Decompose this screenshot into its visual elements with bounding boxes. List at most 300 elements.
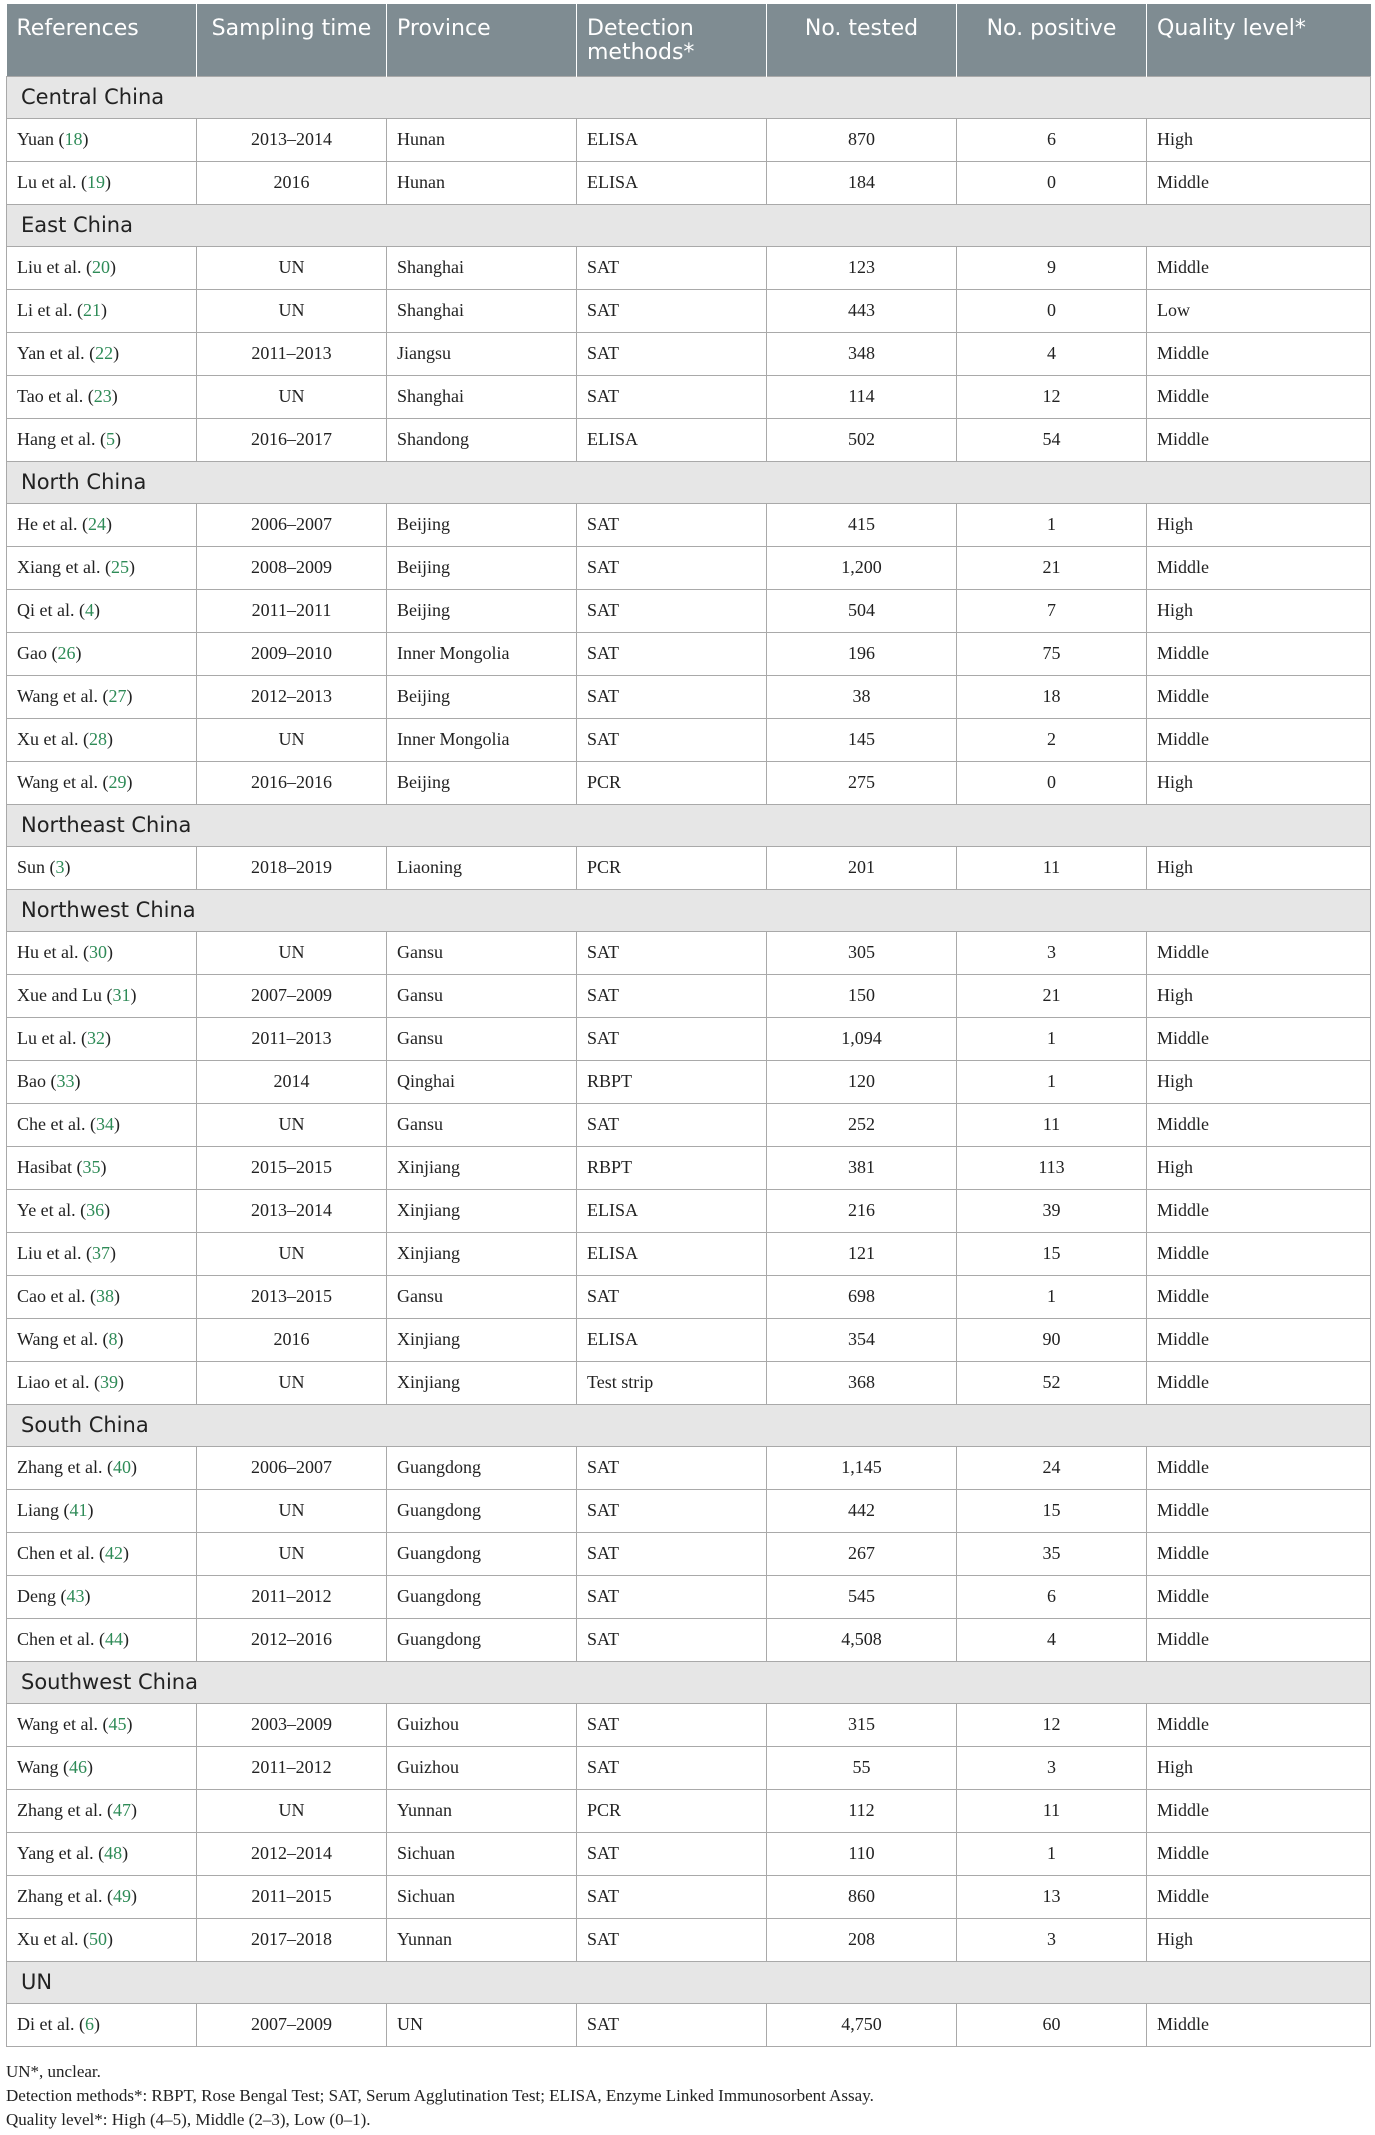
reference-cell: Cao et al. (38) — [7, 1275, 197, 1318]
header-no-tested: No. tested — [767, 4, 957, 76]
province-cell: Xinjiang — [387, 1189, 577, 1232]
detection-method-cell: SAT — [577, 246, 767, 289]
quality-level-cell: High — [1147, 589, 1371, 632]
table-row — [7, 1189, 1371, 1232]
no-positive-cell: 90 — [957, 1318, 1147, 1361]
detection-method-cell: ELISA — [577, 1318, 767, 1361]
reference-author: Liu et al. — [17, 1243, 82, 1263]
region-group-row — [7, 1661, 1371, 1703]
region-group-row — [7, 1961, 1371, 2003]
detection-method-cell: ELISA — [577, 1189, 767, 1232]
no-tested-cell: 55 — [767, 1746, 957, 1789]
citation-link[interactable]: 33 — [56, 1071, 75, 1091]
sampling-time-cell: 2013–2014 — [197, 118, 387, 161]
citation-link[interactable]: 32 — [86, 1028, 105, 1048]
no-positive-cell: 39 — [957, 1189, 1147, 1232]
header-references: References — [7, 4, 197, 76]
no-tested-cell: 1,200 — [767, 546, 957, 589]
no-tested-cell: 442 — [767, 1489, 957, 1532]
no-tested-cell: 4,508 — [767, 1618, 957, 1661]
no-tested-cell: 38 — [767, 675, 957, 718]
no-tested-cell: 275 — [767, 761, 957, 804]
citation-link[interactable]: 6 — [84, 2014, 94, 2034]
table-row — [7, 931, 1371, 974]
table-row — [7, 246, 1371, 289]
no-positive-cell: 15 — [957, 1232, 1147, 1275]
table-row — [7, 1532, 1371, 1575]
no-tested-cell: 860 — [767, 1875, 957, 1918]
detection-method-cell: SAT — [577, 1703, 767, 1746]
citation-link[interactable]: 25 — [110, 557, 129, 577]
province-cell: Yunnan — [387, 1789, 577, 1832]
province-cell: Gansu — [387, 1275, 577, 1318]
no-positive-cell: 13 — [957, 1875, 1147, 1918]
province-cell: Guangdong — [387, 1532, 577, 1575]
province-cell: Shanghai — [387, 375, 577, 418]
citation-link[interactable]: 37 — [91, 1243, 110, 1263]
sampling-time-cell: UN — [197, 1532, 387, 1575]
sampling-time-cell: 2016 — [197, 161, 387, 204]
reference-cell: Chen et al. (42) — [7, 1532, 197, 1575]
province-cell: Xinjiang — [387, 1318, 577, 1361]
reference-cell: Xue and Lu (31) — [7, 974, 197, 1017]
sampling-time-cell: 2016–2017 — [197, 418, 387, 461]
reference-author: Wang et al. — [17, 772, 99, 792]
no-tested-cell: 698 — [767, 1275, 957, 1318]
sampling-time-cell: 2006–2007 — [197, 1446, 387, 1489]
citation-link[interactable]: 44 — [104, 1629, 123, 1649]
province-cell: Guangdong — [387, 1446, 577, 1489]
reference-author: Wang — [17, 1757, 59, 1777]
quality-level-cell: Middle — [1147, 1832, 1371, 1875]
citation-link[interactable]: 46 — [69, 1757, 88, 1777]
detection-method-cell: Test strip — [577, 1361, 767, 1404]
province-cell: Jiangsu — [387, 332, 577, 375]
no-tested-cell: 145 — [767, 718, 957, 761]
table-row — [7, 1318, 1371, 1361]
no-positive-cell: 3 — [957, 1918, 1147, 1961]
detection-method-cell: PCR — [577, 846, 767, 889]
reference-cell: Xu et al. (50) — [7, 1918, 197, 1961]
reference-author: Liu et al. — [17, 257, 82, 277]
sampling-time-cell: UN — [197, 1789, 387, 1832]
reference-author: Xu et al. — [17, 729, 79, 749]
sampling-time-cell: UN — [197, 1361, 387, 1404]
detection-method-cell: SAT — [577, 375, 767, 418]
no-positive-cell: 1 — [957, 503, 1147, 546]
citation-link[interactable]: 39 — [99, 1372, 118, 1392]
quality-level-cell: Middle — [1147, 1446, 1371, 1489]
citation-link[interactable]: 38 — [95, 1286, 114, 1306]
quality-level-cell: Middle — [1147, 718, 1371, 761]
reference-author: Yang et al. — [17, 1843, 94, 1863]
no-tested-cell: 121 — [767, 1232, 957, 1275]
no-positive-cell: 4 — [957, 1618, 1147, 1661]
table-row — [7, 118, 1371, 161]
citation-link[interactable]: 5 — [105, 429, 115, 449]
quality-level-cell: Middle — [1147, 332, 1371, 375]
province-cell: Beijing — [387, 589, 577, 632]
region-group-row — [7, 889, 1371, 931]
quality-level-cell: Middle — [1147, 161, 1371, 204]
reference-author: Liao et al. — [17, 1372, 90, 1392]
quality-level-cell: High — [1147, 1060, 1371, 1103]
sampling-time-cell: 2013–2014 — [197, 1189, 387, 1232]
no-tested-cell: 201 — [767, 846, 957, 889]
quality-level-cell: Middle — [1147, 1875, 1371, 1918]
reference-cell: Zhang et al. (49) — [7, 1875, 197, 1918]
no-tested-cell: 545 — [767, 1575, 957, 1618]
detection-method-cell: SAT — [577, 1532, 767, 1575]
quality-level-cell: Middle — [1147, 1618, 1371, 1661]
table-row — [7, 1275, 1371, 1318]
detection-method-cell: SAT — [577, 675, 767, 718]
no-positive-cell: 15 — [957, 1489, 1147, 1532]
reference-cell: Lu et al. (32) — [7, 1017, 197, 1060]
reference-author: Hang et al. — [17, 429, 96, 449]
table-row — [7, 589, 1371, 632]
province-cell: Yunnan — [387, 1918, 577, 1961]
citation-link[interactable]: 30 — [88, 942, 107, 962]
reference-author: Lu et al. — [17, 1028, 77, 1048]
sampling-time-cell: 2015–2015 — [197, 1146, 387, 1189]
table-row — [7, 1618, 1371, 1661]
no-tested-cell: 415 — [767, 503, 957, 546]
quality-level-cell: Middle — [1147, 1575, 1371, 1618]
no-positive-cell: 9 — [957, 246, 1147, 289]
region-name: Northwest China — [7, 889, 1371, 931]
no-positive-cell: 11 — [957, 1789, 1147, 1832]
province-cell: Hunan — [387, 161, 577, 204]
region-group-row — [7, 461, 1371, 503]
reference-author: Di et al. — [17, 2014, 75, 2034]
reference-cell: Yuan (18) — [7, 118, 197, 161]
quality-level-cell: High — [1147, 503, 1371, 546]
no-positive-cell: 4 — [957, 332, 1147, 375]
sampling-time-cell: UN — [197, 375, 387, 418]
citation-link[interactable]: 24 — [87, 514, 106, 534]
quality-level-cell: High — [1147, 846, 1371, 889]
reference-cell: Wang (46) — [7, 1746, 197, 1789]
reference-author: Che et al. — [17, 1114, 86, 1134]
no-tested-cell: 443 — [767, 289, 957, 332]
citation-link[interactable]: 22 — [95, 343, 114, 363]
province-cell: Xinjiang — [387, 1146, 577, 1189]
table-row — [7, 1575, 1371, 1618]
reference-cell: Gao (26) — [7, 632, 197, 675]
no-tested-cell: 870 — [767, 118, 957, 161]
reference-cell: Hang et al. (5) — [7, 418, 197, 461]
detection-method-cell: SAT — [577, 1103, 767, 1146]
no-positive-cell: 24 — [957, 1446, 1147, 1489]
reference-cell: Zhang et al. (40) — [7, 1446, 197, 1489]
province-cell: Inner Mongolia — [387, 632, 577, 675]
table-row — [7, 161, 1371, 204]
sampling-time-cell: UN — [197, 246, 387, 289]
no-positive-cell: 3 — [957, 1746, 1147, 1789]
sampling-time-cell: 2009–2010 — [197, 632, 387, 675]
citation-link[interactable]: 3 — [55, 857, 65, 877]
no-positive-cell: 35 — [957, 1532, 1147, 1575]
table-row — [7, 1918, 1371, 1961]
detection-method-cell: SAT — [577, 974, 767, 1017]
province-cell: Guangdong — [387, 1489, 577, 1532]
no-positive-cell: 1 — [957, 1832, 1147, 1875]
citation-link[interactable]: 19 — [86, 172, 105, 192]
no-positive-cell: 54 — [957, 418, 1147, 461]
citation-link[interactable]: 40 — [112, 1457, 131, 1477]
no-positive-cell: 11 — [957, 1103, 1147, 1146]
quality-level-cell: Middle — [1147, 1789, 1371, 1832]
table-row — [7, 1446, 1371, 1489]
citation-link[interactable]: 49 — [112, 1886, 131, 1906]
region-name: Northeast China — [7, 804, 1371, 846]
detection-method-cell: SAT — [577, 1575, 767, 1618]
citation-link[interactable]: 8 — [108, 1329, 118, 1349]
province-cell: Beijing — [387, 761, 577, 804]
province-cell: Beijing — [387, 503, 577, 546]
quality-level-cell: Middle — [1147, 1189, 1371, 1232]
reference-author: Yuan — [17, 129, 54, 149]
province-cell: Hunan — [387, 118, 577, 161]
sampling-time-cell: UN — [197, 931, 387, 974]
no-positive-cell: 0 — [957, 161, 1147, 204]
quality-level-cell: High — [1147, 1746, 1371, 1789]
sampling-time-cell: 2006–2007 — [197, 503, 387, 546]
footnote-detection-methods: Detection methods*: RBPT, Rose Bengal Test; SAT, Serum Agglutination Test; ELISA, Enzyme Linked Immunosorbent Assay. — [6, 2086, 874, 2105]
citation-link[interactable]: 29 — [108, 772, 127, 792]
citation-link[interactable]: 43 — [66, 1586, 85, 1606]
table-row — [7, 1746, 1371, 1789]
table-row — [7, 675, 1371, 718]
reference-author: Wang et al. — [17, 686, 99, 706]
citation-link[interactable]: 34 — [95, 1114, 114, 1134]
citation-link[interactable]: 27 — [108, 686, 127, 706]
region-name: Southwest China — [7, 1661, 1371, 1703]
province-cell: Sichuan — [387, 1875, 577, 1918]
reference-author: Wang et al. — [17, 1329, 99, 1349]
no-positive-cell: 75 — [957, 632, 1147, 675]
no-positive-cell: 7 — [957, 589, 1147, 632]
citation-link[interactable]: 47 — [112, 1800, 131, 1820]
no-positive-cell: 0 — [957, 761, 1147, 804]
no-positive-cell: 2 — [957, 718, 1147, 761]
reference-cell: Li et al. (21) — [7, 289, 197, 332]
table-row — [7, 1489, 1371, 1532]
header-no-positive: No. positive — [957, 4, 1147, 76]
no-tested-cell: 216 — [767, 1189, 957, 1232]
table-row — [7, 503, 1371, 546]
province-cell: Xinjiang — [387, 1232, 577, 1275]
no-tested-cell: 184 — [767, 161, 957, 204]
sampling-time-cell: 2016–2016 — [197, 761, 387, 804]
detection-method-cell: SAT — [577, 1875, 767, 1918]
reference-cell: Chen et al. (44) — [7, 1618, 197, 1661]
no-tested-cell: 252 — [767, 1103, 957, 1146]
data-table — [6, 4, 1371, 2047]
table-row — [7, 1146, 1371, 1189]
region-name: UN — [7, 1961, 1371, 2003]
sampling-time-cell: 2011–2012 — [197, 1575, 387, 1618]
sampling-time-cell: UN — [197, 1103, 387, 1146]
reference-author: Bao — [17, 1071, 46, 1091]
quality-level-cell: Middle — [1147, 2003, 1371, 2046]
reference-author: Xiang et al. — [17, 557, 101, 577]
no-tested-cell: 120 — [767, 1060, 957, 1103]
province-cell: Gansu — [387, 931, 577, 974]
citation-link[interactable]: 50 — [88, 1929, 107, 1949]
reference-cell: Che et al. (34) — [7, 1103, 197, 1146]
detection-method-cell: RBPT — [577, 1146, 767, 1189]
data-table-container — [6, 4, 1370, 2047]
detection-method-cell: SAT — [577, 546, 767, 589]
reference-author: Ye et al. — [17, 1200, 76, 1220]
reference-cell: Xu et al. (28) — [7, 718, 197, 761]
citation-link[interactable]: 48 — [104, 1843, 123, 1863]
sampling-time-cell: 2013–2015 — [197, 1275, 387, 1318]
quality-level-cell: Low — [1147, 289, 1371, 332]
table-row — [7, 2003, 1371, 2046]
citation-link[interactable]: 35 — [82, 1157, 101, 1177]
quality-level-cell: Middle — [1147, 1232, 1371, 1275]
quality-level-cell: Middle — [1147, 1361, 1371, 1404]
no-positive-cell: 21 — [957, 546, 1147, 589]
sampling-time-cell: 2007–2009 — [197, 2003, 387, 2046]
reference-cell: Sun (3) — [7, 846, 197, 889]
quality-level-cell: Middle — [1147, 1489, 1371, 1532]
no-positive-cell: 11 — [957, 846, 1147, 889]
citation-link[interactable]: 26 — [57, 643, 76, 663]
no-positive-cell: 6 — [957, 118, 1147, 161]
citation-link[interactable]: 4 — [84, 600, 94, 620]
no-positive-cell: 12 — [957, 375, 1147, 418]
sampling-time-cell: 2016 — [197, 1318, 387, 1361]
detection-method-cell: SAT — [577, 1746, 767, 1789]
reference-cell: Lu et al. (19) — [7, 161, 197, 204]
table-row — [7, 1361, 1371, 1404]
detection-method-cell: SAT — [577, 1832, 767, 1875]
reference-cell: Wang et al. (8) — [7, 1318, 197, 1361]
citation-link[interactable]: 41 — [69, 1500, 88, 1520]
no-tested-cell: 348 — [767, 332, 957, 375]
quality-level-cell: High — [1147, 118, 1371, 161]
sampling-time-cell: 2017–2018 — [197, 1918, 387, 1961]
sampling-time-cell: UN — [197, 1489, 387, 1532]
citation-link[interactable]: 42 — [104, 1543, 123, 1563]
no-tested-cell: 315 — [767, 1703, 957, 1746]
province-cell: Shanghai — [387, 289, 577, 332]
citation-link[interactable]: 45 — [108, 1714, 127, 1734]
sampling-time-cell: 2012–2014 — [197, 1832, 387, 1875]
table-row — [7, 1017, 1371, 1060]
reference-author: Zhang et al. — [17, 1886, 103, 1906]
citation-link[interactable]: 18 — [64, 129, 83, 149]
quality-level-cell: High — [1147, 761, 1371, 804]
region-group-row — [7, 804, 1371, 846]
citation-link[interactable]: 23 — [93, 386, 112, 406]
quality-level-cell: Middle — [1147, 1318, 1371, 1361]
no-positive-cell: 18 — [957, 675, 1147, 718]
detection-method-cell: PCR — [577, 761, 767, 804]
reference-cell: Ye et al. (36) — [7, 1189, 197, 1232]
province-cell: Shandong — [387, 418, 577, 461]
no-positive-cell: 12 — [957, 1703, 1147, 1746]
detection-method-cell: SAT — [577, 1489, 767, 1532]
reference-cell: Liao et al. (39) — [7, 1361, 197, 1404]
table-row — [7, 1789, 1371, 1832]
reference-author: Zhang et al. — [17, 1800, 103, 1820]
province-cell: Inner Mongolia — [387, 718, 577, 761]
reference-author: Wang et al. — [17, 1714, 99, 1734]
quality-level-cell: High — [1147, 1146, 1371, 1189]
no-tested-cell: 368 — [767, 1361, 957, 1404]
sampling-time-cell: 2011–2011 — [197, 589, 387, 632]
detection-method-cell: PCR — [577, 1789, 767, 1832]
citation-link[interactable]: 21 — [82, 300, 101, 320]
table-row — [7, 1232, 1371, 1275]
no-tested-cell: 305 — [767, 931, 957, 974]
sampling-time-cell: 2012–2013 — [197, 675, 387, 718]
table-row — [7, 846, 1371, 889]
reference-author: Tao et al. — [17, 386, 84, 406]
quality-level-cell: Middle — [1147, 1703, 1371, 1746]
reference-author: He et al. — [17, 514, 78, 534]
no-positive-cell: 6 — [957, 1575, 1147, 1618]
sampling-time-cell: 2014 — [197, 1060, 387, 1103]
no-tested-cell: 381 — [767, 1146, 957, 1189]
detection-method-cell: ELISA — [577, 418, 767, 461]
table-row — [7, 332, 1371, 375]
citation-link[interactable]: 36 — [86, 1200, 105, 1220]
reference-author: Qi et al. — [17, 600, 75, 620]
table-row — [7, 1060, 1371, 1103]
citation-link[interactable]: 31 — [112, 985, 131, 1005]
region-group-row — [7, 1404, 1371, 1446]
sampling-time-cell: 2011–2013 — [197, 332, 387, 375]
reference-cell: Liu et al. (20) — [7, 246, 197, 289]
sampling-time-cell: 2012–2016 — [197, 1618, 387, 1661]
sampling-time-cell: UN — [197, 1232, 387, 1275]
citation-link[interactable]: 28 — [88, 729, 107, 749]
no-positive-cell: 21 — [957, 974, 1147, 1017]
reference-cell: Wang et al. (27) — [7, 675, 197, 718]
header-detection-methods: Detection methods* — [577, 4, 767, 76]
detection-method-cell: SAT — [577, 931, 767, 974]
table-row — [7, 546, 1371, 589]
sampling-time-cell: 2003–2009 — [197, 1703, 387, 1746]
reference-cell: Bao (33) — [7, 1060, 197, 1103]
sampling-time-cell: 2011–2015 — [197, 1875, 387, 1918]
table-row — [7, 418, 1371, 461]
reference-cell: Xiang et al. (25) — [7, 546, 197, 589]
reference-cell: Tao et al. (23) — [7, 375, 197, 418]
no-tested-cell: 110 — [767, 1832, 957, 1875]
no-positive-cell: 1 — [957, 1060, 1147, 1103]
province-cell: Xinjiang — [387, 1361, 577, 1404]
reference-author: Chen et al. — [17, 1543, 95, 1563]
province-cell: Guangdong — [387, 1618, 577, 1661]
detection-method-cell: SAT — [577, 2003, 767, 2046]
citation-link[interactable]: 20 — [91, 257, 110, 277]
province-cell: Shanghai — [387, 246, 577, 289]
no-tested-cell: 1,145 — [767, 1446, 957, 1489]
sampling-time-cell: 2011–2013 — [197, 1017, 387, 1060]
reference-cell: Deng (43) — [7, 1575, 197, 1618]
quality-level-cell: Middle — [1147, 1532, 1371, 1575]
quality-level-cell: Middle — [1147, 546, 1371, 589]
detection-method-cell: ELISA — [577, 1232, 767, 1275]
no-tested-cell: 504 — [767, 589, 957, 632]
